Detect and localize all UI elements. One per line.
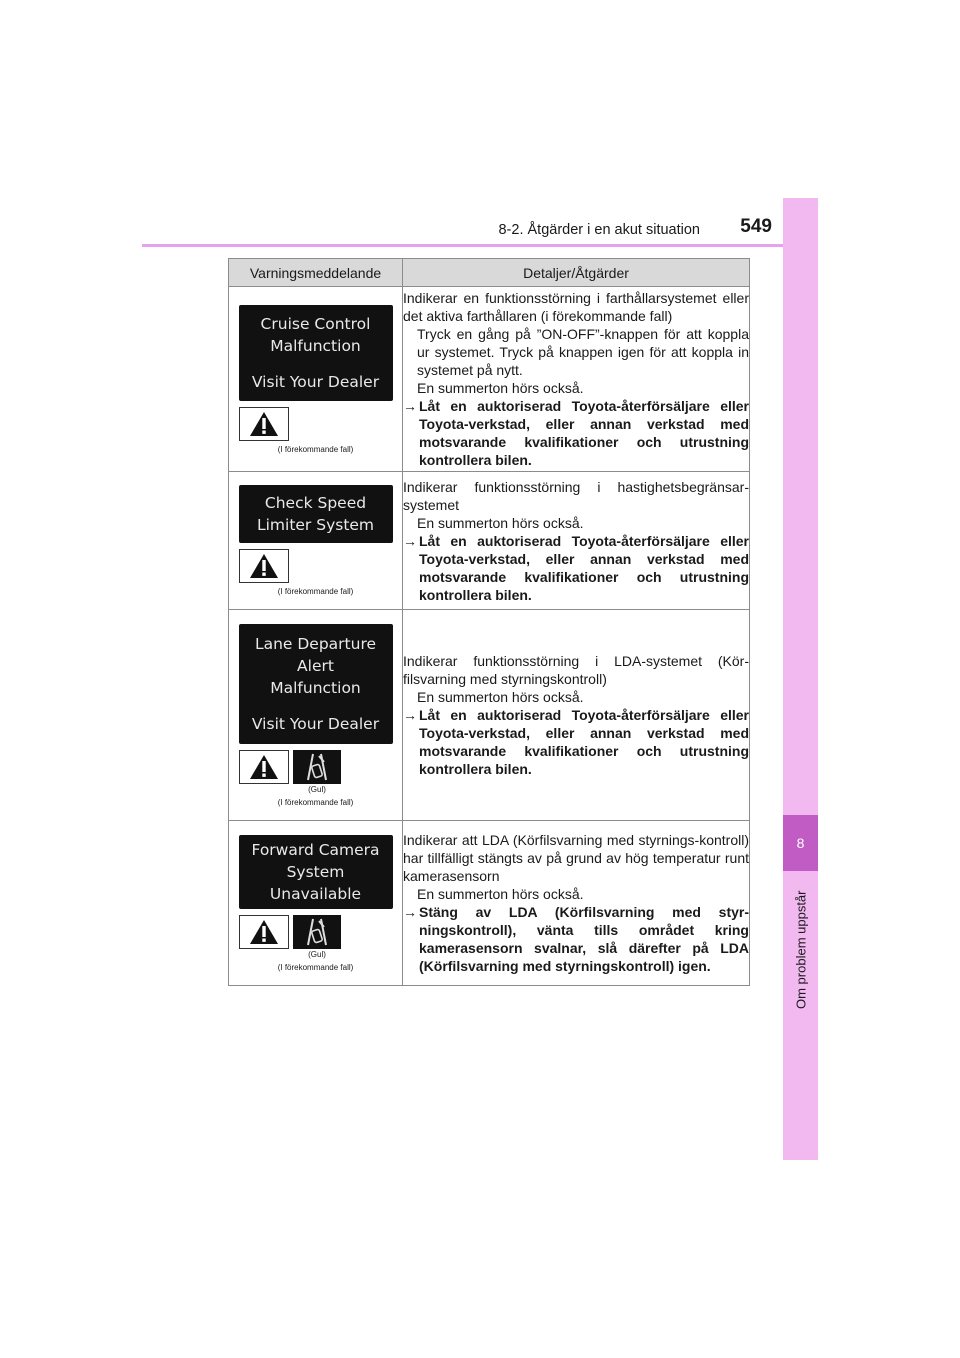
- warning-triangle-icon: [248, 918, 280, 946]
- action-text: Låt en auktoriserad Toyota-återförsäljare eller Toyota-verkstad, eller annan verkstad med motsvarande kvalifikationer och utrustning kontrollera bilen.: [419, 707, 749, 777]
- warning-icon-box: [239, 750, 289, 784]
- description-text: Indikerar funktionsstörning i hastighetsbegränsar-systemet: [403, 478, 749, 513]
- indicator-icons: [239, 549, 402, 583]
- screen-line: Visit Your Dealer: [251, 372, 380, 391]
- chapter-number: 8: [783, 815, 818, 871]
- display-screen: [239, 624, 393, 744]
- warning-triangle-icon: [248, 410, 280, 438]
- buzzer-note: En summerton hörs också.: [417, 380, 584, 396]
- lda-icon-box: [293, 750, 341, 784]
- lda-indicator: [293, 915, 341, 959]
- details-cell: [403, 610, 750, 821]
- icon-note: (I förekommande fall): [277, 797, 354, 807]
- screen-line: Unavailable: [269, 884, 362, 903]
- action-item: [403, 397, 749, 469]
- description-text: Indikerar att LDA (Körfilsvarning med styrnings-kontroll) har tillfälligt stängts av på grund av hög temperatur runt kamerasensorn: [403, 832, 749, 884]
- screen-line: Limiter System: [256, 516, 375, 534]
- arrow-icon: →: [403, 532, 417, 549]
- screen-line: Alert: [297, 656, 334, 675]
- lda-icon-box: [293, 915, 341, 949]
- screen-line: Forward Camera: [251, 840, 380, 859]
- action-item: [403, 532, 749, 604]
- description-text: Indikerar funktionsstörning i LDA-systemet (Kör-filsvarning med styrningskontroll): [403, 653, 749, 687]
- warning-triangle-icon: [248, 753, 280, 781]
- screen-line: Lane Departure: [254, 634, 377, 653]
- lane-departure-alert-icon: [304, 917, 330, 947]
- lda-indicator: [293, 750, 341, 794]
- screen-line: Check Speed: [264, 494, 367, 512]
- display-screen: [239, 835, 393, 909]
- icon-note: (I förekommande fall): [277, 587, 354, 596]
- color-note: (Gul): [308, 784, 326, 794]
- action-text: Stäng av LDA (Körfilsvarning med styr-ningskontroll), vänta tills området kring kamerasensorn svalnar, slå därefter på LDA (Körfilsvarning med styrningskontroll) igen.: [419, 904, 749, 974]
- buzzer-note: En summerton hörs också.: [417, 886, 584, 902]
- warning-icon-box: [239, 915, 289, 949]
- warning-triangle-icon: [248, 552, 280, 580]
- action-item: [403, 706, 749, 778]
- column-header-details: Detaljer/Åtgärder: [403, 259, 750, 287]
- header-divider: [142, 244, 790, 247]
- action-item: [403, 903, 749, 975]
- indicator-icons: [239, 407, 402, 441]
- column-header-message: Varningsmeddelande: [229, 259, 403, 287]
- buzzer-note: En summerton hörs också.: [417, 514, 584, 531]
- table-row: [229, 610, 750, 821]
- arrow-icon: →: [403, 904, 417, 920]
- message-cell: [229, 610, 403, 821]
- indicator-icons: [239, 915, 402, 959]
- details-cell: [403, 821, 750, 986]
- message-cell: [229, 472, 403, 610]
- description-text: Indikerar en funktionsstörning i farthållarsystemet eller det aktiva farthållaren (i förekommande fall): [403, 290, 749, 324]
- chapter-label: Om problem uppstår: [793, 890, 809, 1010]
- screen-line: Cruise Control: [260, 314, 371, 333]
- action-text: Låt en auktoriserad Toyota-återförsäljare eller Toyota-verkstad, eller annan verkstad med motsvarande kvalifikationer och utrustning kontrollera bilen.: [419, 398, 749, 468]
- display-screen: [239, 305, 393, 401]
- buzzer-note: En summerton hörs också.: [417, 689, 584, 705]
- table-row: [229, 821, 750, 986]
- screen-line: Malfunction: [270, 336, 361, 355]
- display-screen: [239, 485, 393, 543]
- icon-note: (I förekommande fall): [277, 444, 354, 454]
- lane-departure-alert-icon: [304, 752, 330, 782]
- arrow-icon: →: [403, 707, 417, 723]
- screen-line: Malfunction: [270, 678, 361, 697]
- warning-icon-box: [239, 549, 289, 583]
- arrow-icon: →: [403, 398, 417, 414]
- warning-message-table: [228, 258, 750, 986]
- table-row: [229, 287, 750, 472]
- message-cell: [229, 287, 403, 472]
- screen-line: System: [286, 862, 345, 881]
- action-text: Låt en auktoriserad Toyota-återförsäljare eller Toyota-verkstad, eller annan verkstad med motsvarande kvalifikationer och utrustning kontrollera bilen.: [419, 532, 749, 603]
- details-cell: [403, 287, 750, 472]
- table-row: [229, 472, 750, 610]
- info-text: Tryck en gång på ”ON-OFF”-knappen för att koppla ur systemet. Tryck på knappen igen för att koppla in systemet på nytt.: [417, 326, 749, 378]
- page-number: 549: [740, 216, 772, 237]
- screen-line: Visit Your Dealer: [251, 714, 380, 733]
- warning-icon-box: [239, 407, 289, 441]
- icon-note: (I förekommande fall): [277, 962, 354, 972]
- indicator-icons: [239, 750, 402, 794]
- section-title: 8-2. Åtgärder i en akut situation: [498, 222, 700, 238]
- color-note: (Gul): [308, 949, 326, 959]
- details-cell: [403, 472, 750, 610]
- message-cell: [229, 821, 403, 986]
